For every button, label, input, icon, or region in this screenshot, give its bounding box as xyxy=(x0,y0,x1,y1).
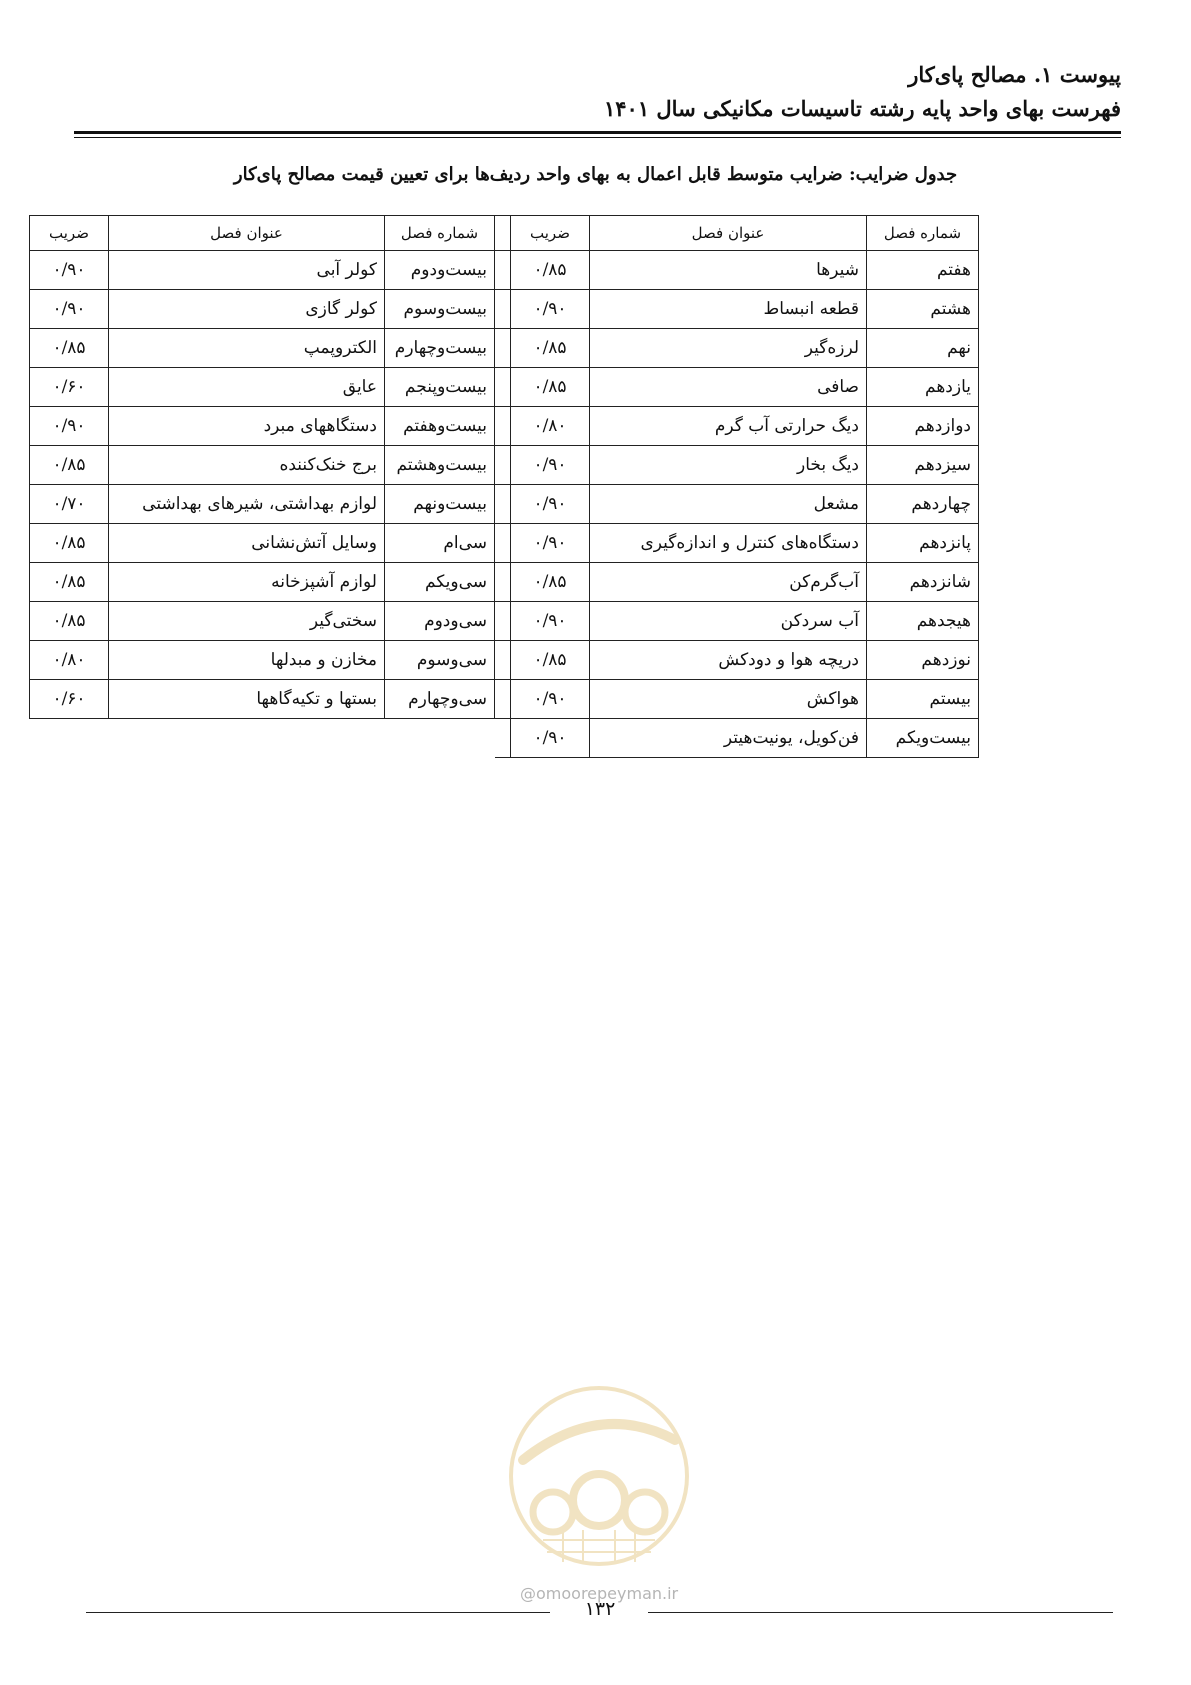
chapter-title: فن‌کویل، یونیت‌هیتر xyxy=(590,719,867,758)
coefficient: ۰/۸۵ xyxy=(30,329,109,368)
coefficient: ۰/۸۵ xyxy=(30,524,109,563)
table-header-row xyxy=(30,216,979,251)
chapter-title: سختی‌گیر xyxy=(109,602,385,641)
coefficient: ۰/۸۵ xyxy=(30,602,109,641)
appendix-title: پیوست ۱. مصالح پای‌کار xyxy=(908,62,1121,87)
empty-cell xyxy=(30,719,109,758)
chapter-number: شانزدهم xyxy=(867,563,979,602)
chapter-number: بیست‌وهفتم xyxy=(385,407,495,446)
table-row xyxy=(30,329,979,368)
coefficient: ۰/۹۰ xyxy=(511,680,590,719)
coefficient: ۰/۸۵ xyxy=(511,641,590,680)
chapter-title: بستها و تکیه‌گاهها xyxy=(109,680,385,719)
chapter-title: آب‌گرم‌کن xyxy=(590,563,867,602)
table-row xyxy=(30,290,979,329)
chapter-number: بیستم xyxy=(867,680,979,719)
column-header: عنوان فصل xyxy=(590,216,867,251)
chapter-title: دریچه هوا و دودکش xyxy=(590,641,867,680)
coefficient: ۰/۸۰ xyxy=(30,641,109,680)
chapter-number: سی‌ام xyxy=(385,524,495,563)
chapter-title: الکتروپمپ xyxy=(109,329,385,368)
chapter-number: هشتم xyxy=(867,290,979,329)
chapter-number: بیست‌ونهم xyxy=(385,485,495,524)
chapter-number: بیست‌ودوم xyxy=(385,251,495,290)
chapter-title: عایق xyxy=(109,368,385,407)
chapter-title: دیگ حرارتی آب گرم xyxy=(590,407,867,446)
chapter-title: دستگاه‌های کنترل و اندازه‌گیری xyxy=(590,524,867,563)
chapter-number: یازدهم xyxy=(867,368,979,407)
table-row xyxy=(30,485,979,524)
chapter-number: هفتم xyxy=(867,251,979,290)
chapter-number: دوازدهم xyxy=(867,407,979,446)
chapter-title: لوازم بهداشتی، شیرهای بهداشتی xyxy=(109,485,385,524)
column-separator xyxy=(495,329,511,368)
coefficient: ۰/۸۵ xyxy=(30,446,109,485)
column-header: عنوان فصل xyxy=(109,216,385,251)
empty-cell xyxy=(385,719,495,758)
coefficient: ۰/۶۰ xyxy=(30,680,109,719)
column-separator xyxy=(495,407,511,446)
document-title: فهرست بهای واحد پایه رشته تاسیسات مکانیکی سال ۱۴۰۱ xyxy=(603,96,1121,121)
coefficient: ۰/۹۰ xyxy=(511,290,590,329)
chapter-number: سی‌وسوم xyxy=(385,641,495,680)
chapter-title: دیگ بخار xyxy=(590,446,867,485)
coefficient: ۰/۸۵ xyxy=(511,251,590,290)
column-separator xyxy=(495,290,511,329)
table-row xyxy=(30,719,979,758)
table-row xyxy=(30,251,979,290)
column-separator xyxy=(495,641,511,680)
chapter-title: کولر گازی xyxy=(109,290,385,329)
chapter-number: چهاردهم xyxy=(867,485,979,524)
chapter-number: هیجدهم xyxy=(867,602,979,641)
page-header xyxy=(604,58,1121,126)
coefficient: ۰/۹۰ xyxy=(30,251,109,290)
chapter-title: شیرها xyxy=(590,251,867,290)
coefficient: ۰/۷۰ xyxy=(30,485,109,524)
table-row xyxy=(30,368,979,407)
header-rule-thin xyxy=(74,137,1121,138)
chapter-number: بیست‌وهشتم xyxy=(385,446,495,485)
page-number: ۱۳۲ xyxy=(584,1598,616,1620)
coefficient: ۰/۹۰ xyxy=(511,446,590,485)
footer-rule-right xyxy=(648,1612,1113,1613)
chapter-title: لرزه‌گیر xyxy=(590,329,867,368)
coefficient: ۰/۹۰ xyxy=(511,485,590,524)
watermark-url: @omoorepeyman.ir xyxy=(520,1584,679,1603)
chapter-title: مشعل xyxy=(590,485,867,524)
coefficient: ۰/۹۰ xyxy=(511,719,590,758)
coefficients-table xyxy=(29,215,979,758)
column-separator xyxy=(495,563,511,602)
column-separator xyxy=(495,719,511,758)
chapter-title: کولر آبی xyxy=(109,251,385,290)
column-header: شماره فصل xyxy=(385,216,495,251)
chapter-number: سی‌وچهارم xyxy=(385,680,495,719)
chapter-number: بیست‌وچهارم xyxy=(385,329,495,368)
table-row xyxy=(30,524,979,563)
chapter-number: بیست‌ویکم xyxy=(867,719,979,758)
coefficient: ۰/۸۵ xyxy=(511,329,590,368)
column-header: شماره فصل xyxy=(867,216,979,251)
chapter-number: بیست‌وپنجم xyxy=(385,368,495,407)
column-separator xyxy=(495,524,511,563)
coefficient: ۰/۹۰ xyxy=(30,407,109,446)
chapter-number: بیست‌وسوم xyxy=(385,290,495,329)
chapter-title: آب سردکن xyxy=(590,602,867,641)
table-row xyxy=(30,680,979,719)
empty-cell xyxy=(109,719,385,758)
coefficient: ۰/۹۰ xyxy=(511,524,590,563)
chapter-title: وسایل آتش‌نشانی xyxy=(109,524,385,563)
column-separator xyxy=(495,680,511,719)
footer-rule-left xyxy=(86,1612,550,1613)
coefficient: ۰/۹۰ xyxy=(30,290,109,329)
column-separator xyxy=(495,602,511,641)
chapter-title: هواکش xyxy=(590,680,867,719)
coefficient: ۰/۶۰ xyxy=(30,368,109,407)
chapter-number: سی‌ودوم xyxy=(385,602,495,641)
chapter-title: لوازم آشپزخانه xyxy=(109,563,385,602)
column-separator xyxy=(495,446,511,485)
chapter-title: صافی xyxy=(590,368,867,407)
chapter-title: دستگاههای مبرد xyxy=(109,407,385,446)
table-row xyxy=(30,602,979,641)
chapter-number: سی‌ویکم xyxy=(385,563,495,602)
omoorepeyman-logo xyxy=(503,1380,695,1580)
column-separator xyxy=(495,485,511,524)
table-row xyxy=(30,563,979,602)
coefficient: ۰/۸۰ xyxy=(511,407,590,446)
column-separator xyxy=(495,216,511,251)
chapter-title: برج خنک‌کننده xyxy=(109,446,385,485)
column-header: ضریب xyxy=(511,216,590,251)
coefficient: ۰/۹۰ xyxy=(511,602,590,641)
table-row xyxy=(30,446,979,485)
table-caption: جدول ضرایب: ضرایب متوسط قابل اعمال به بهای واحد ردیف‌ها برای تعیین قیمت مصالح پای‌کار xyxy=(233,164,958,185)
chapter-title: قطعه انبساط xyxy=(590,290,867,329)
chapter-number: پانزدهم xyxy=(867,524,979,563)
chapter-title: مخازن و مبدلها xyxy=(109,641,385,680)
header-rule-thick xyxy=(74,131,1121,134)
column-header: ضریب xyxy=(30,216,109,251)
chapter-number: نهم xyxy=(867,329,979,368)
coefficient: ۰/۸۵ xyxy=(511,563,590,602)
coefficient: ۰/۸۵ xyxy=(30,563,109,602)
column-separator xyxy=(495,251,511,290)
table-row xyxy=(30,641,979,680)
coefficient: ۰/۸۵ xyxy=(511,368,590,407)
chapter-number: نوزدهم xyxy=(867,641,979,680)
chapter-number: سیزدهم xyxy=(867,446,979,485)
column-separator xyxy=(495,368,511,407)
table-row xyxy=(30,407,979,446)
